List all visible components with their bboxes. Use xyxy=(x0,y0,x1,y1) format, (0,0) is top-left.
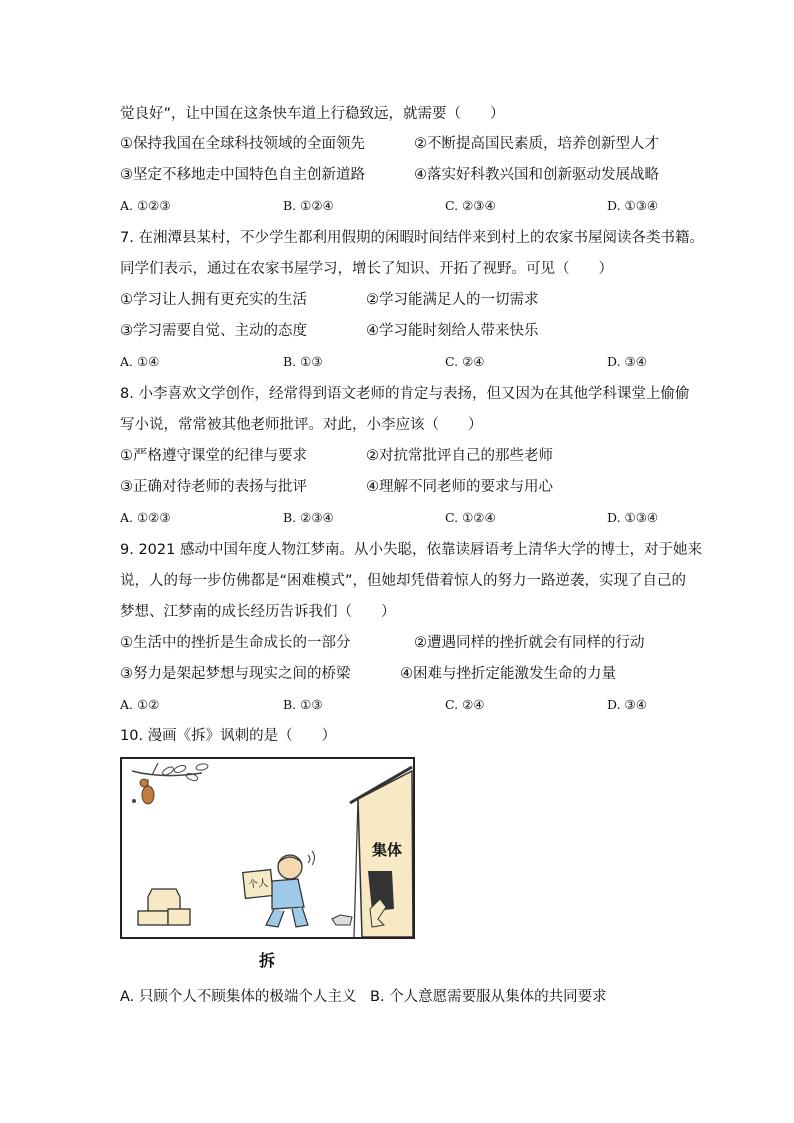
q8-option-a: A. ①②③ xyxy=(120,510,171,525)
q10-option-b: B. 个人意愿需要服从集体的共同要求 xyxy=(370,989,607,1005)
q7-option-b: B. ①③ xyxy=(283,354,323,369)
q6-option-d: D. ①③④ xyxy=(607,198,659,213)
q9-option-a: A. ①② xyxy=(120,697,160,712)
q7-option-a: A. ①④ xyxy=(120,354,160,369)
q8-stem-line-2: 写小说，常常被其他老师批评。对此，小李应该（ ） xyxy=(120,417,483,433)
q8-option-b: B. ②③④ xyxy=(283,510,334,525)
q6-item-4: ④落实好科教兴国和创新驱动发展战略 xyxy=(414,167,659,183)
q8-item-2: ②对抗常批评自己的那些老师 xyxy=(366,448,553,464)
q6-item-2: ②不断提高国民素质，培养创新型人才 xyxy=(414,136,659,152)
cartoon-drawing xyxy=(122,759,413,937)
q9-option-c: C. ②④ xyxy=(445,697,485,712)
q10-stem: 10. 漫画《拆》讽刺的是（ ） xyxy=(120,728,337,744)
q6-item-1: ①保持我国在全球科技领域的全面领先 xyxy=(120,136,365,152)
q6-stem: 觉良好”，让中国在这条快车道上行稳致远，就需要（ ） xyxy=(120,106,505,122)
q7-stem-line-1: 7. 在湘潭县某村，不少学生都利用假期的闲暇时间结伴来到村上的农家书屋阅读各类书籍。 xyxy=(120,230,704,246)
q7-item-3: ③学习需要自觉、主动的态度 xyxy=(120,323,307,339)
q6-item-3: ③坚定不移地走中国特色自主创新道路 xyxy=(120,167,365,183)
q7-item-2: ②学习能满足人的一切需求 xyxy=(366,292,539,308)
q8-item-4: ④理解不同老师的要求与用心 xyxy=(366,479,553,495)
q9-item-1: ①生活中的挫折是生命成长的一部分 xyxy=(120,635,351,651)
q6-option-b: B. ①②④ xyxy=(283,198,334,213)
building-label: 集体 xyxy=(372,841,403,859)
q7-stem-line-2: 同学们表示，通过在农家书屋学习，增长了知识、开拓了视野。可见（ ） xyxy=(120,261,613,277)
q6-option-a: A. ①②③ xyxy=(120,198,171,213)
q7-item-1: ①学习让人拥有更充实的生活 xyxy=(120,292,307,308)
q9-stem-line-2: 说，人的每一步仿佛都是“困难模式”，但她却凭借着惊人的努力一路逆袭，实现了自己的 xyxy=(120,573,687,589)
q8-option-c: C. ①②④ xyxy=(445,510,496,525)
q9-item-3: ③努力是架起梦想与现实之间的桥梁 xyxy=(120,666,351,682)
q8-option-d: D. ①③④ xyxy=(607,510,659,525)
q8-item-3: ③正确对待老师的表扬与批评 xyxy=(120,479,307,495)
q8-item-1: ①严格遵守课堂的纪律与要求 xyxy=(120,448,307,464)
q9-item-4: ④困难与挫折定能激发生命的力量 xyxy=(400,666,616,682)
q9-item-2: ②遭遇同样的挫折就会有同样的行动 xyxy=(414,635,645,651)
q9-stem-line-3: 梦想、江梦南的成长经历告诉我们（ ） xyxy=(120,604,396,620)
q7-item-4: ④学习能时刻给人带来快乐 xyxy=(366,323,539,339)
q7-option-c: C. ②④ xyxy=(445,354,485,369)
q10-option-a: A. 只顾个人不顾集体的极端个人主义 xyxy=(120,989,357,1005)
box-label: 个人 xyxy=(247,877,269,892)
cartoon-caption: 拆 xyxy=(259,951,276,970)
q7-option-d: D. ③④ xyxy=(607,354,647,369)
q6-option-c: C. ②③④ xyxy=(445,198,496,213)
q9-option-d: D. ③④ xyxy=(607,697,647,712)
q9-option-b: B. ①③ xyxy=(283,697,323,712)
q9-stem-line-1: 9. 2021 感动中国年度人物江梦南。从小失聪，依靠读唇语考上清华大学的博士，对于她来 xyxy=(120,542,702,558)
cartoon-image xyxy=(120,757,415,939)
q8-stem-line-1: 8. 小李喜欢文学创作，经常得到语文老师的肯定与表扬，但又因为在其他学科课堂上偷偷 xyxy=(120,386,690,402)
